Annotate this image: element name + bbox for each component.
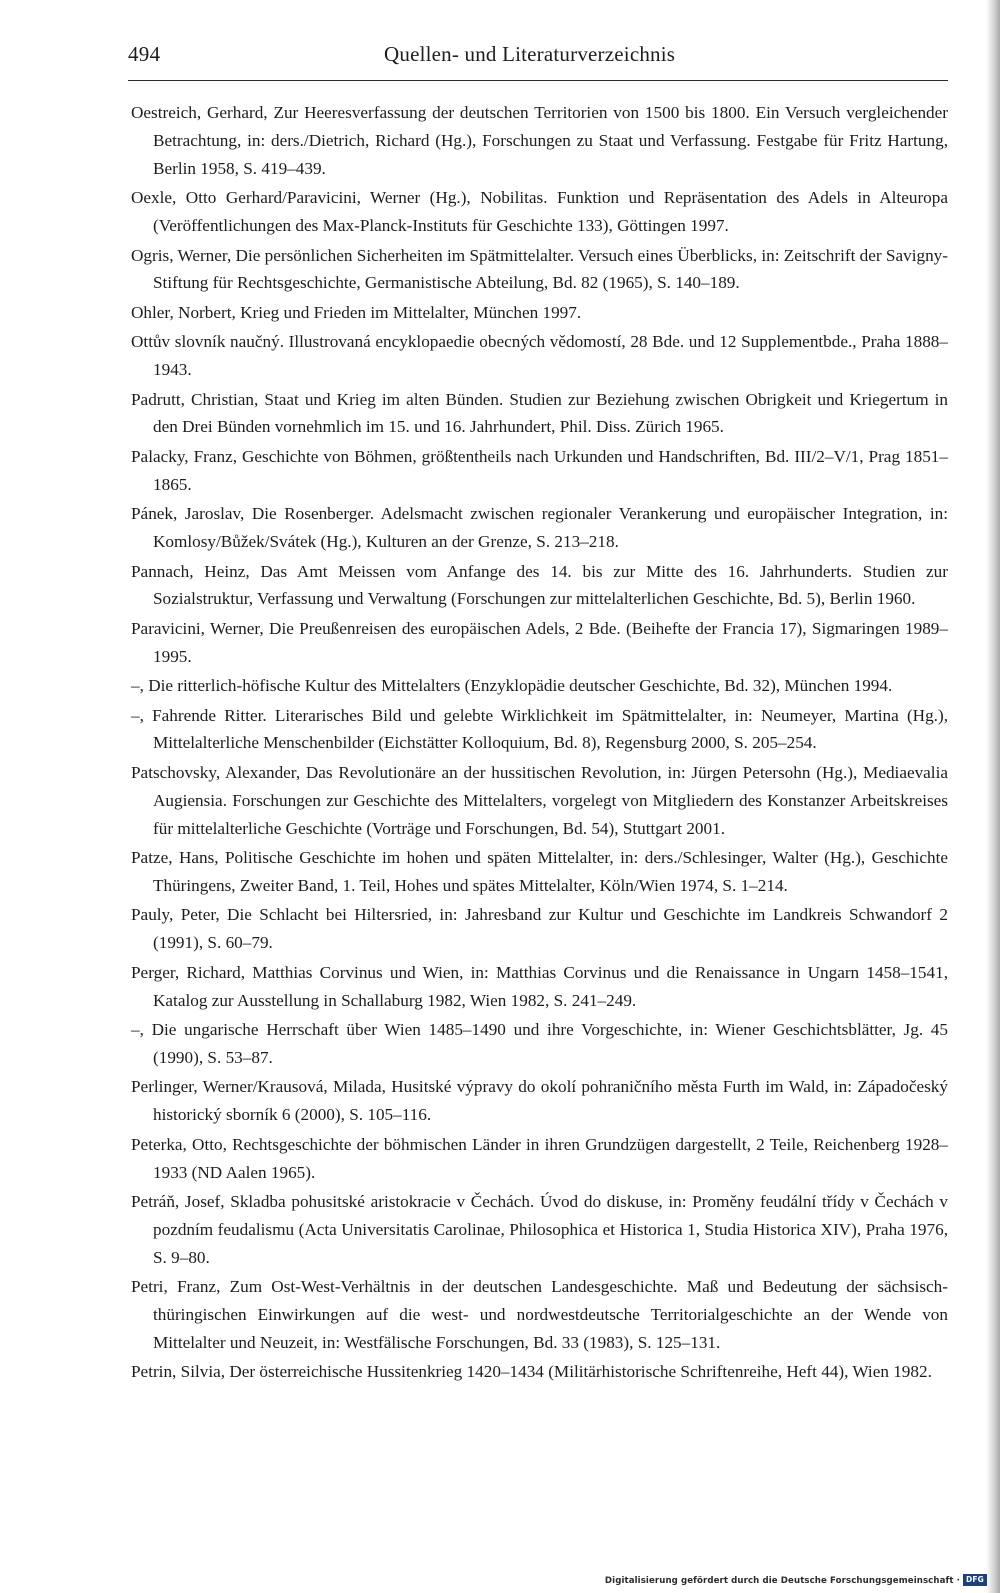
bibliography-entry: Perger, Richard, Matthias Corvinus und Wien, in: Matthias Corvinus und die Renaissance in Ungarn 1458–1541, Katalog zur Ausstellung in Schallaburg 1982, Wien 1982, S. 241–249. [131,962,948,1010]
bibliography-entry: Perlinger, Werner/Krausová, Milada, Husitské výpravy do okolí pohraničního města Furth im Wald, in: Západočeský historický sborník 6 (2000), S. 105–116. [131,1077,948,1125]
bibliography-entry: Peterka, Otto, Rechtsgeschichte der böhmischen Länder in ihren Grundzügen dargestellt, 2 Teile, Reichenberg 1928–1933 (ND Aalen 1965). [131,1134,948,1182]
dfg-logo: DFG [963,1574,987,1586]
bibliography-entry: Pánek, Jaroslav, Die Rosenberger. Adelsmacht zwischen regionaler Verankerung und europäischer Integration, in: Komlosy/Bůžek/Svátek (Hg.), Kulturen an der Grenze, S. 213–218. [131,504,948,552]
bibliography-list [131,99,948,1388]
bibliography-entry: Oexle, Otto Gerhard/Paravicini, Werner (Hg.), Nobilitas. Funktion und Repräsentation des Adels in Alteuropa (Veröffentlichungen des Max-Planck-Instituts für Geschichte 133), Göttingen 1997. [131,188,948,236]
bibliography-entry: –, Die ungarische Herrschaft über Wien 1485–1490 und ihre Vorgeschichte, in: Wiener Geschichtsblätter, Jg. 45 (1990), S. 53–87. [131,1020,948,1067]
page-edge-shadow [986,0,1000,1593]
page-header [128,40,948,81]
bibliography-entry: Paravicini, Werner, Die Preußenreisen des europäischen Adels, 2 Bde. (Beihefte der Francia 17), Sigmaringen 1989–1995. [131,618,948,666]
digitization-credit: Digitalisierung gefördert durch die Deutsche Forschungsgemeinschaft · [604,1576,960,1586]
bibliography-entry: Ogris, Werner, Die persönlichen Sicherheiten im Spätmittelalter. Versuch eines Überblicks, in: Zeitschrift der Savigny-Stiftung für Rechtsgeschichte, Germanistische Abteilung, Bd. 82 (1965), S. 140–189. [131,245,948,293]
bibliography-entry: Patze, Hans, Politische Geschichte im hohen und späten Mittelalter, in: ders./Schlesinger, Walter (Hg.), Geschichte Thüringens, Zweiter Band, 1. Teil, Hohes und spätes Mittelalter, Köln/Wien 1974, S. 1–214. [131,848,948,895]
bibliography-entry: Ohler, Norbert, Krieg und Frieden im Mittelalter, München 1997. [131,302,582,322]
bibliography-entry: –, Die ritterlich-höfische Kultur des Mittelalters (Enzyklopädie deutscher Geschichte, Bd. 32), München 1994. [131,676,893,696]
bibliography-entry: Padrutt, Christian, Staat und Krieg im alten Bünden. Studien zur Beziehung zwischen Obrigkeit und Kriegertum in den Drei Bünden vornehmlich im 15. und 16. Jahrhundert, Phil. Diss. Zürich 1965. [131,389,948,437]
bibliography-entry: Petri, Franz, Zum Ost-West-Verhältnis in der deutschen Landesgeschichte. Maß und Bedeutung der sächsisch-thüringischen Einwirkungen auf die west- und nordwestdeutsche Territorialgeschichte an der Wende von Mittelalter und Neuzeit, in: Westfälische Forschungen, Bd. 33 (1983), S. 125–131. [131,1277,948,1352]
bibliography-entry: Pannach, Heinz, Das Amt Meissen vom Anfange des 14. bis zur Mitte des 16. Jahrhunderts. Studien zur Sozialstruktur, Verfassung und Verwaltung (Forschungen zur mittelalterlichen Geschichte, Bd. 5), Berlin 1960. [131,561,948,609]
bibliography-entry: –, Fahrende Ritter. Literarisches Bild und gelebte Wirklichkeit im Spätmittelalter, in: Neumeyer, Martina (Hg.), Mittelalterliche Menschenbilder (Eichstätter Kolloquium, Bd. 8), Regensburg 2000, S. 205–254. [131,705,948,753]
bibliography-entry: Palacky, Franz, Geschichte von Böhmen, größtentheils nach Urkunden und Handschriften, Bd. III/2–V/1, Prag 1851–1865. [131,446,948,494]
bibliography-entry: Pauly, Peter, Die Schlacht bei Hiltersried, in: Jahresband zur Kultur und Geschichte im Landkreis Schwandorf 2 (1991), S. 60–79. [131,905,948,953]
bibliography-entry: Petrin, Silvia, Der österreichische Hussitenkrieg 1420–1434 (Militärhistorische Schriftenreihe, Heft 44), Wien 1982. [131,1362,932,1382]
bibliography-entry: Oestreich, Gerhard, Zur Heeresverfassung der deutschen Territorien von 1500 bis 1800. Ein Versuch vergleichender Betrachtung, in: ders./Dietrich, Richard (Hg.), Forschungen zu Staat und Verfassung. Festgabe für Fritz Hartung, Berlin 1958, S. 419–439. [131,103,948,178]
bibliography-entry: Petráň, Josef, Skladba pohusitské aristokracie v Čechách. Úvod do diskuse, in: Proměny feudální třídy v Čechách v pozdním feudalismu (Acta Universitatis Carolinae, Philosophica et Historica 1, Studia Historica XIV), Praha 1976, S. 9–80. [131,1191,948,1267]
page-number: 494 [128,42,161,66]
bibliography-entry: Patschovsky, Alexander, Das Revolutionäre an der hussitischen Revolution, in: Jürgen Petersohn (Hg.), Mediaevalia Augiensia. Forschungen zur Geschichte des Mittelalters, vorgelegt von Mitgliedern des Konstanzer Arbeitskreises für mittelalterliche Geschichte (Vorträge und Forschungen, Bd. 54), Stuttgart 2001. [131,762,948,838]
running-title: Quellen- und Literaturverzeichnis [384,42,676,66]
bibliography-entry: Ottův slovník naučný. Illustrovaná encyklopaedie obecných vědomostí, 28 Bde. und 12 Supplementbde., Praha 1888–1943. [131,332,948,380]
